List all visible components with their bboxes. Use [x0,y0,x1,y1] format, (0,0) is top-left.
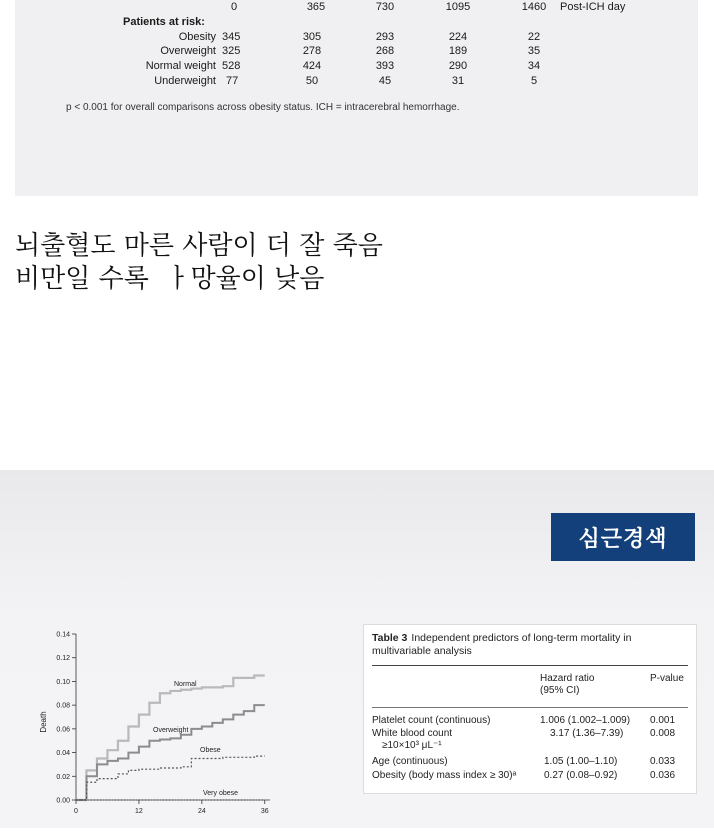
risk-row-label: Obesity [178,31,216,43]
risk-cell: 31 [451,75,465,87]
risk-cell: 293 [375,31,395,43]
column-header-hazard-ratio: Hazard ratio (95% CI) [540,673,595,696]
time-point: 0 [230,1,238,13]
table-row-hr: 1.05 (1.00–1.10) [544,756,618,767]
caption-line: 뇌출혈도 마른 사람이 더 잘 죽음 [15,231,383,261]
risk-cell: 77 [226,75,239,87]
table-row-variable-sub: ≥10×10³ μL⁻¹ [382,740,442,751]
table-row-variable: Age (continuous) [372,756,448,767]
y-axis-label: Death [39,711,48,733]
y-tick-label: 0.06 [56,726,70,734]
column-header-p-value: P-value [650,673,684,684]
risk-cell: 290 [448,60,468,72]
risk-cell: 528 [222,60,241,72]
table-row-hr: 3.17 (1.36–7.39) [550,728,624,739]
y-tick-label: 0.08 [56,702,70,710]
series-label-very-obese: Very obese [203,790,239,797]
risk-table-figure [15,0,698,196]
x-tick-label: 24 [197,808,206,815]
y-tick-label: 0.10 [56,678,70,686]
risk-cell: 35 [527,45,541,57]
table-label: Table 3 [372,632,408,644]
risk-cell: 50 [305,75,319,87]
time-point: 730 [375,1,395,13]
y-tick-label: 0.04 [56,750,70,758]
time-point: 1095 [445,1,471,13]
x-tick-label: 0 [74,808,78,815]
x-tick-label: 12 [135,808,143,815]
table-row-variable: White blood count [372,728,453,739]
table-row-p: 0.033 [650,756,676,767]
risk-cell: 345 [222,31,241,43]
mortality-chart-svg [36,625,326,828]
y-tick-label: 0.02 [56,773,70,781]
x-tick-label: 36 [260,808,269,815]
table-rule-top [372,665,688,666]
risk-cell: 34 [527,60,541,72]
risk-cell: 278 [302,45,322,57]
risk-cell: 45 [378,75,392,87]
time-unit: Post-ICH day [560,1,626,13]
table-row-variable: Platelet count (continuous) [372,715,491,726]
table-rule-header [372,707,688,708]
table-3-card [363,624,697,794]
risk-cell: 189 [448,45,468,57]
table-row-hr: 1.006 (1.002–1.009) [540,715,631,726]
post-caption [15,230,383,296]
brand-badge: 심근경색 [551,513,695,561]
series-line-overweight [76,705,265,800]
risk-row-label: Overweight [160,45,216,57]
risk-cell: 224 [448,31,468,43]
risk-row-label: Normal weight [145,60,216,72]
risk-row-label: Underweight [154,75,216,87]
series-label-normal: Normal [174,681,197,688]
table-row-p: 0.008 [650,728,676,739]
series-label-overweight: Overweight [153,727,189,734]
table-row-variable: Obesity (body mass index ≥ 30)ᵃ [372,770,517,781]
table-row-p: 0.036 [650,770,676,781]
table-title [372,632,688,658]
table-row-hr: 0.27 (0.08–0.92) [544,770,618,781]
risk-cell: 305 [302,31,322,43]
risk-cell: 393 [375,60,395,72]
risk-cell: 325 [222,45,241,57]
y-tick-label: 0.14 [56,631,70,639]
y-tick-label: 0.00 [56,797,70,805]
risk-cell: 424 [302,60,322,72]
risk-table-header: Patients at risk: [123,16,205,28]
series-label-obese: Obese [200,747,221,754]
caption-line: 비만일 수록 ㅏ망율이 낮음 [15,264,325,294]
time-point: 1460 [521,1,547,13]
mortality-chart [36,625,326,828]
table-row-p: 0.001 [650,715,676,726]
figure-footnote: p < 0.001 for overall comparisons across obesity status. ICH = intracerebral hemorrhage. [66,102,460,113]
y-tick-label: 0.12 [56,655,70,663]
table-caption: Independent predictors of long-term mortality in multivariable analysis [372,632,632,657]
risk-cell: 22 [527,31,541,43]
risk-cell: 268 [375,45,395,57]
time-point: 365 [306,1,326,13]
risk-cell: 5 [530,75,538,87]
